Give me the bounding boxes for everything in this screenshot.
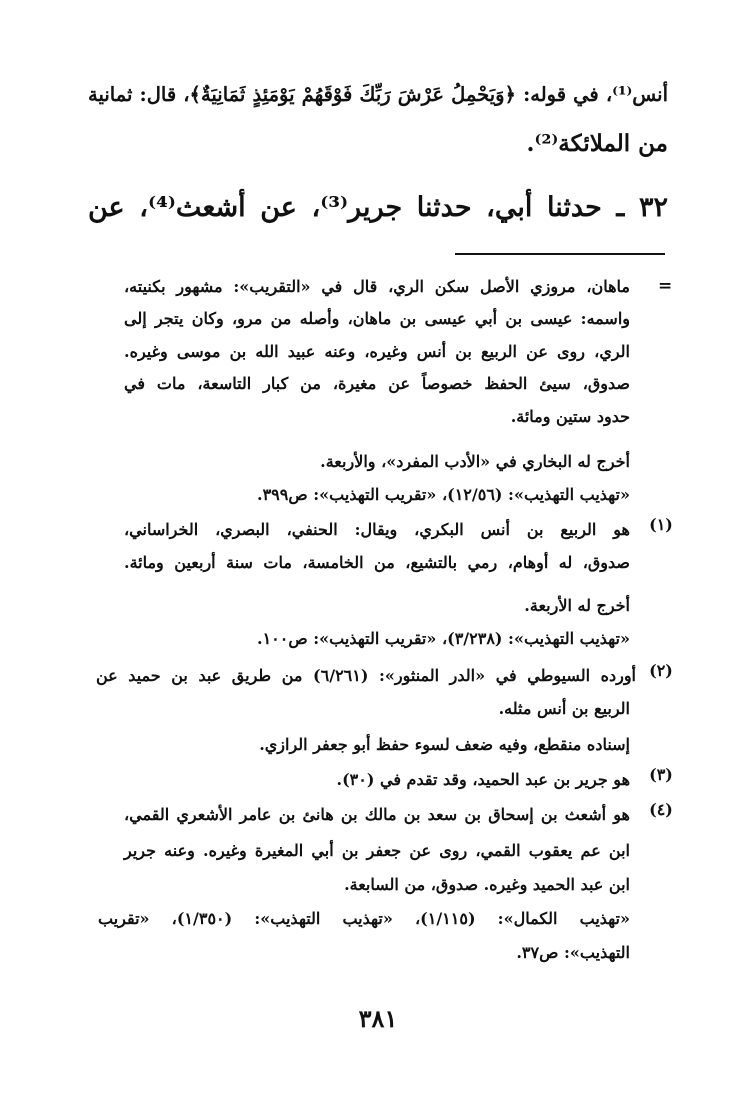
footnote-line: ابن عبد الحميد وغيره. صدوق، من السابعة. (344, 875, 630, 894)
footnote-line: صدوق، له أوهام، رمي بالتشيع، من الخامسة، مات سنة أربعين ومائة. (124, 553, 630, 572)
footnote-separator (455, 253, 665, 255)
footnote-line: «تهذيب التهذيب»: (٣/٢٣٨)، «تقريب التهذيب»: ص١٠٠. (257, 629, 630, 648)
footnote-line: أخرج له الأربعة. (524, 596, 630, 615)
footnote-cont-line: حدود ستين ومائة. (510, 407, 630, 426)
footnote-number: (٢) (649, 661, 673, 680)
footnote-line: هو جرير بن عبد الحميد، وقد تقدم في (٣٠). (336, 770, 630, 789)
footnote-cont-line: ماهان، مروزي الأصل سكن الري، قال في «التقريب»: مشهور بكنيته، (124, 277, 630, 296)
footnote-cont-line: الري، روى عن الربيع بن أنس وغيره، وعنه عبيد الله بن موسى وغيره. (124, 342, 630, 361)
main-text-line-2: من الملائكة⁽²⁾. (526, 130, 668, 157)
footnote-number: (٤) (649, 800, 673, 819)
footnote-line: «تهذيب الكمال»: (١/١١٥)، «تهذيب التهذيب»: (١/٣٥٠)، «تقريب (98, 909, 630, 928)
footnote-line: هو أشعث بن إسحاق بن سعد بن مالك بن هانئ بن عامر الأشعري القمي، (124, 805, 630, 824)
footnote-line: ابن عم يعقوب القمي، روى عن جعفر بن أبي المغيرة وغيره. وعنه جرير (124, 841, 630, 860)
footnote-number: (١) (649, 515, 673, 534)
footnote-line: إسناده منقطع، وفيه ضعف لسوء حفظ أبو جعفر الرازي. (259, 735, 630, 754)
footnote-cont-line: واسمه: عيسى بن أبي عيسى بن ماهان، وأصله من مرو، وكان يتجر إلى (124, 309, 630, 328)
footnote-cont-line: صدوق، سيئ الحفظ خصوصاً عن مغيرة، من كبار التاسعة، مات في (124, 374, 630, 393)
footnote-line: هو الربيع بن أنس البكري، ويقال: الحنفي، البصري، الخراساني، (124, 520, 630, 539)
footnote-line: أورده السيوطي في «الدر المنثور»: (٦/٢٦١) من طريق عبد بن حميد عن (96, 666, 636, 685)
footnote-cont-line: أخرج له البخاري في «الأدب المفرد»، والأربعة. (320, 452, 630, 471)
main-text-line-1: أنس⁽¹⁾، في قوله: ﴿وَيَحْمِلُ عَرْشَ رَبِّكَ فَوْقَهُمْ يَوْمَئِذٍ ثَمَانِيَةٌ﴾، قال: ثمانية (88, 83, 668, 106)
footnote-line: الربيع بن أنس مثله. (498, 699, 630, 718)
hadith-chain-line: ٣٢ ـ حدثنا أبي، حدثنا جرير⁽³⁾، عن أشعث⁽⁴⁾، عن (88, 192, 668, 223)
continuation-marker: = (658, 276, 673, 296)
footnote-line: التهذيب»: ص٣٧. (516, 943, 630, 962)
footnote-cont-line: «تهذيب التهذيب»: (١٢/٥٦)، «تقريب التهذيب»: ص٣٩٩. (257, 485, 630, 504)
footnote-number: (٣) (649, 765, 673, 784)
page-number: ٣٨١ (358, 1004, 398, 1033)
